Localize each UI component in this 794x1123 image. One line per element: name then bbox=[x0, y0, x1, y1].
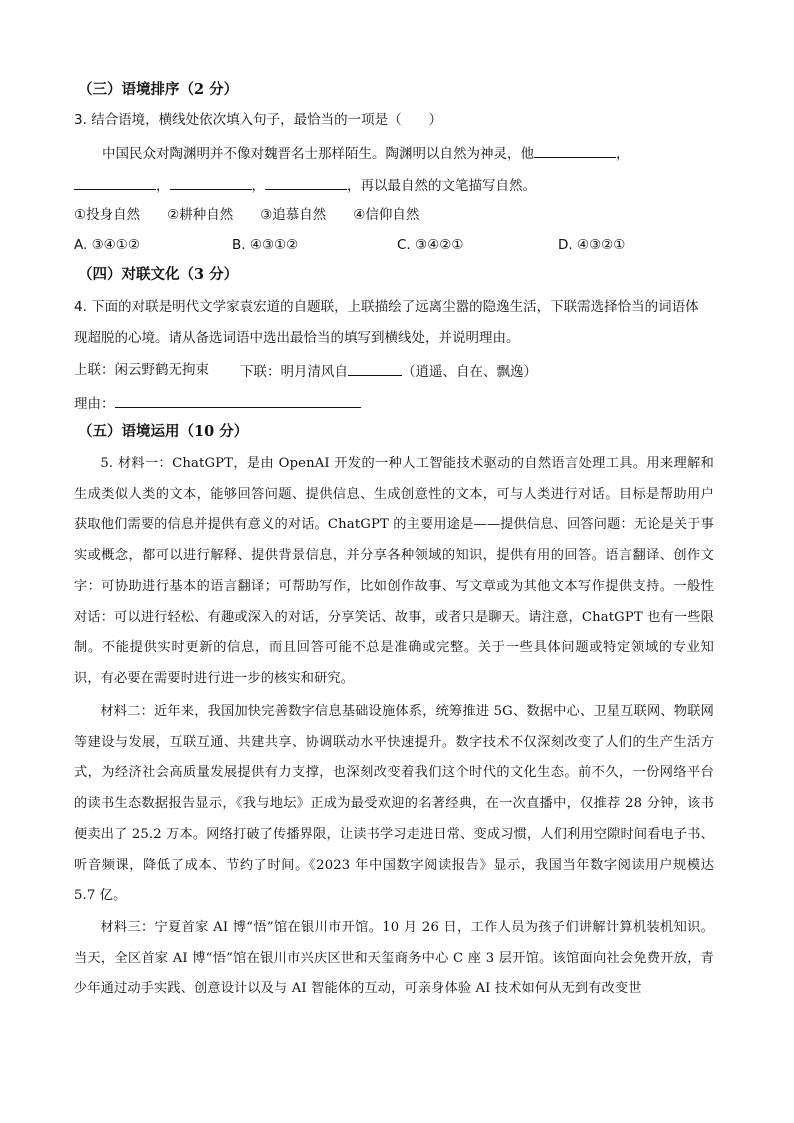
option-b[interactable]: B. ④③①② bbox=[232, 237, 299, 253]
material-1-paragraph: 5. 材料一：ChatGPT，是由 OpenAI 开发的一种人工智能技术驱动的自然语言处理工具。用来理解和生成类似人类的文本，能够回答问题、提供信息、生成创意性的文本，可与人类进行对话。目标是帮助用户获取他们需要的信息并提供有意义的对话。ChatGPT 的主要用途是——提供信息、回答问题：无论是关于事实或概念，都可以进行解释、提供背景信息，并分享各种领域的知识，提供有用的回答。语言翻译、创作文字：可协助进行基本的语言翻译；可帮助写作，比如创作故事、写文章或为其他文本写作提供支持。一般性对话：可以进行轻松、有趣或深入的对话，分享笑话、故事，或者只是聊天。请注意，ChatGPT 也有一些限制。不能提供实时更新的信息，而且回答可能不总是准确或完整。关于一些具体问题或特定领域的专业知识，有必要在需要时进行进一步的核实和研究。 bbox=[74, 456, 714, 686]
option-d[interactable]: D. ④③②① bbox=[558, 237, 626, 253]
reason-answer-blank[interactable] bbox=[115, 392, 361, 408]
option-c[interactable]: C. ③④②① bbox=[397, 237, 464, 253]
question-3-items: ①投身自然 ②耕种自然 ③追慕自然 ④信仰自然 bbox=[74, 207, 420, 223]
option-a[interactable]: A. ③④①② bbox=[74, 237, 140, 253]
couplet-choices: （逍遥、自在、飘逸） bbox=[402, 364, 537, 380]
question-4-stem-line1: 4. 下面的对联是明代文学家袁宏道的自题联，上联描绘了远离尘嚣的隐逸生活，下联需选择恰当的词语体 bbox=[74, 299, 699, 315]
question-4-stem-line2: 现超脱的心境。请从备选词语中选出最恰当的填写到横线处，并说明理由。 bbox=[74, 330, 520, 346]
couplet-lower: 下联：明月清风自 bbox=[240, 364, 348, 380]
comma: ， bbox=[251, 178, 265, 194]
section-title-5: （五）语境运用（10 分） bbox=[78, 423, 249, 440]
comma: ， bbox=[156, 178, 170, 194]
couplet-upper: 上联：闲云野鹤无拘束 bbox=[74, 362, 209, 378]
question-3-passage-line1 bbox=[102, 142, 630, 164]
couplet-lower-line bbox=[240, 360, 537, 382]
comma: ， bbox=[616, 146, 630, 162]
section-title-3: （三）语境排序（2 分） bbox=[78, 81, 239, 98]
section-title-4: （四）对联文化（3 分） bbox=[78, 266, 239, 283]
material-3-paragraph: 材料三：宁夏首家 AI 博“悟”馆在银川市开馆。10 月 26 日，工作人员为孩子们讲解计算机装机知识。当天，全区首家 AI 博“悟”馆在银川市兴庆区世和天玺商务中心 C 座 3 层开馆。该馆面向社会免费开放，青少年通过动手实践、创意设计以及与 AI 智能体的互动，可亲身体验 AI 技术如何从无到有改变世 bbox=[74, 920, 714, 997]
passage-end: ，再以最自然的文笔描写自然。 bbox=[347, 178, 536, 194]
material-2-paragraph: 材料二：近年来，我国加快完善数字信息基础设施体系，统筹推进 5G、数据中心、卫星互联网、物联网等建设与发展，互联互通、共建共享、协调联动水平快速提升。数字技术不仅深刻改变了人们的生产生活方式，为经济社会高质量发展提供有力支撑，也深刻改变着我们这个时代的文化生态。前不久，一份网络平台的读书生态数据报告显示，《我与地坛》正成为最受欢迎的名著经典，在一次直播中，仅推荐 28 分钟，该书便卖出了 25.2 万本。网络打破了传播界限，让读书学习走进日常、变成习惯，人们利用空隙时间看电子书、听音频课，降低了成本、节约了时间。《2023 年中国数字阅读报告》显示，我国当年数字阅读用户规模达 5.7 亿。 bbox=[74, 704, 714, 904]
answer-blank-3[interactable] bbox=[170, 174, 252, 190]
couplet-answer-blank[interactable] bbox=[348, 360, 402, 376]
question-3-passage-line2 bbox=[74, 174, 536, 196]
answer-blank-4[interactable] bbox=[265, 174, 347, 190]
passage-text: 中国民众对陶渊明并不像对魏晋名士那样陌生。陶渊明以自然为神灵，他 bbox=[102, 146, 534, 162]
reason-label: 理由： bbox=[74, 396, 115, 412]
reason-line bbox=[74, 392, 361, 414]
answer-blank-1[interactable] bbox=[534, 142, 616, 158]
answer-blank-2[interactable] bbox=[74, 174, 156, 190]
question-3-stem: 3. 结合语境，横线处依次填入句子，最恰当的一项是（ ） bbox=[74, 112, 443, 128]
